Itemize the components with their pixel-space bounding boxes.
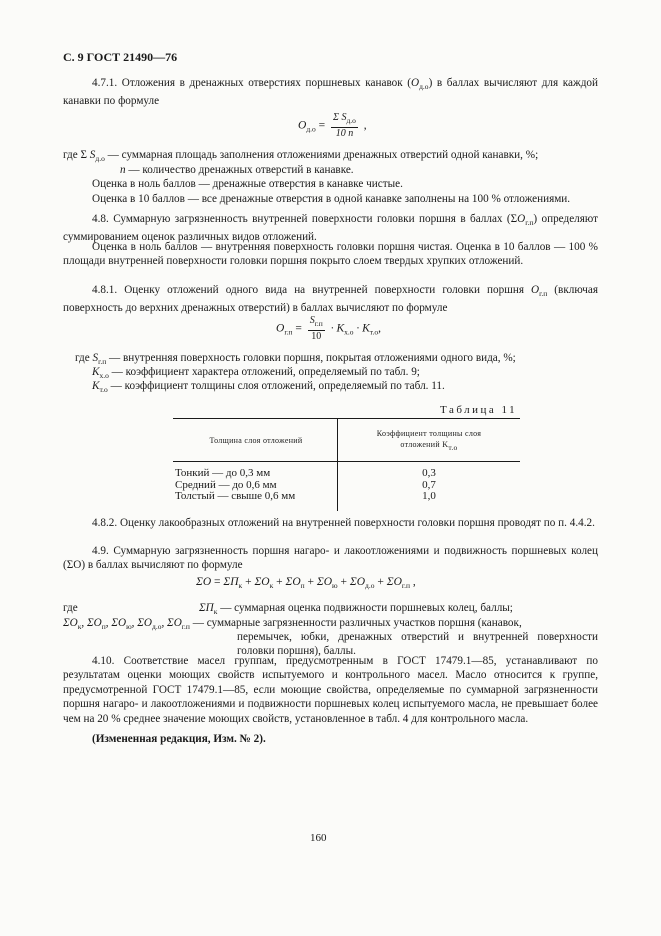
formula-tail: ,: [378, 322, 381, 335]
term: ΣO: [386, 576, 402, 588]
text-run: — коэффициент толщины слоя отложений, определяемый по табл. 11.: [107, 380, 445, 392]
term: ΣO: [285, 576, 301, 588]
subscript: д.о: [95, 154, 105, 163]
subscript: т.о: [448, 442, 458, 452]
numerator: Σ S: [333, 112, 347, 123]
term: ΣO: [349, 576, 366, 588]
table-cell-label: Толстый — свыше 0,6 мм: [173, 491, 338, 511]
paragraph-4-7-1: [63, 76, 598, 109]
equals-sign: =: [315, 119, 329, 132]
symbol: S: [89, 149, 96, 161]
subscript: п: [300, 581, 305, 590]
equals-sign: =: [292, 322, 305, 335]
symbol: O: [531, 284, 540, 296]
symbol: ΣO: [63, 617, 78, 629]
where-line-n: [120, 163, 354, 177]
paragraph-zero-score-1: Оценка в ноль баллов — дренажные отверстия в канавке чистые.: [92, 178, 403, 190]
factor-k-xo: · K: [327, 322, 345, 335]
paragraph-ten-score-1: Оценка в 10 баллов — все дренажные отверстия в одной канавке заполнены на 100 % отложениями.: [92, 193, 571, 205]
subscript: т.о: [99, 385, 108, 394]
text-run: — количество дренажных отверстий в канавке.: [125, 164, 354, 176]
subscript: д.о: [419, 82, 429, 91]
formula-o-gp: [276, 315, 381, 343]
paragraph-4-9: 4.9. Суммарную загрязненность поршня нагаро- и лакоотложениями и подвижность поршневых колец (ΣO) в баллах вычисляют по формуле: [63, 545, 598, 572]
term: ΣO: [254, 576, 270, 588]
symbol: K: [92, 380, 100, 392]
table-cell-value: 1,0: [422, 490, 436, 502]
subscript: г.п: [525, 218, 534, 227]
subscript: х.о: [99, 371, 109, 380]
paragraph-4-8-2: 4.8.2. Оценку лакообразных отложений на внутренней поверхности головки поршня проводят по п. 4.4.2.: [92, 517, 595, 529]
where-label: где: [63, 602, 78, 614]
symbol: K: [92, 366, 100, 378]
table-header-row: [173, 419, 520, 462]
symbol: ΣO: [137, 617, 152, 629]
plus-sign: +: [374, 576, 387, 588]
symbol: ΣO: [111, 617, 127, 629]
denominator: 10 n: [335, 128, 354, 139]
term: ΣП: [223, 576, 239, 588]
text-run: 4.7.1. Отложения в дренажных отверстиях поршневых канавок (: [92, 77, 412, 89]
text-run: ) в баллах вычисляют для каждой канавки по формуле: [63, 77, 598, 108]
term: ΣO: [316, 576, 333, 588]
table-cell-value: 0,7: [422, 478, 436, 491]
formula-lhs: ΣO: [196, 576, 212, 588]
factor-k-to: · K: [353, 322, 370, 335]
where-line-sum-o-cont: перемычек, юбки, дренажных отверстий и внутренней поверхности головки поршня), баллы.: [237, 631, 598, 658]
text-run: (включая поверхность до верхних дренажных отверстий) в баллах вычисляют по формуле: [63, 284, 599, 315]
symbol: S: [92, 352, 99, 364]
subscript: ю: [126, 622, 132, 631]
text-run: — суммарная оценка подвижности поршневых колец, баллы;: [217, 602, 513, 614]
table-header-thickness: Толщина слоя отложений: [173, 419, 338, 462]
subscript: г.п: [539, 289, 548, 298]
table-header-coefficient: [338, 419, 521, 462]
text-run: — суммарные загрязненности различных участков поршня (канавок,: [189, 617, 522, 629]
text-run: — коэффициент характера отложений, определяемый по табл. 9;: [108, 366, 420, 378]
subscript: п: [101, 622, 106, 631]
denominator: 10: [311, 331, 322, 342]
symbol: ΣП: [199, 602, 214, 614]
subscript: к: [213, 607, 218, 616]
subscript: х.о: [344, 327, 354, 337]
plus-sign: +: [242, 576, 255, 588]
plus-sign: +: [337, 576, 350, 588]
fraction: [331, 112, 358, 140]
text-run: отложений K: [400, 439, 449, 449]
table-row: [173, 462, 520, 480]
where-line-sum-o: $\Sigma O_к$, $\Sigma O_п$, $\Sigma O_ю$, $\Sigma O_{д.о}$, $\Sigma O_{г.п}$ — суммарные загрязненности различных участков поршня (канавок,: [63, 617, 522, 631]
symbol: ΣO: [167, 617, 182, 629]
subscript: к: [269, 581, 274, 590]
symbol: n: [120, 164, 126, 176]
table-cell-label: Тонкий — до 0,3 мм: [173, 462, 338, 480]
table-11: [173, 418, 520, 511]
subscript: г.п: [284, 327, 293, 337]
text-run: 4.8.1. Оценку отложений одного вида на внутренней поверхности головки поршня: [92, 284, 532, 296]
table-cell-label: Средний — до 0,6 мм: [173, 480, 338, 492]
paragraph-zero-score-2: Оценка в ноль баллов — внутренняя поверхность головки поршня чистая. Оценка в 10 баллов — 100 % площади внутренней поверхности головки поршня покрыто слоем твердых хрупких отложений.: [63, 241, 598, 268]
table-title: Таблица 11: [440, 404, 518, 416]
subscript: д.о: [306, 124, 316, 134]
numerator: S: [309, 315, 315, 326]
page-header: С. 9 ГОСТ 21490—76: [63, 50, 178, 64]
subscript: г.п: [401, 581, 410, 590]
symbol: ΣO: [86, 617, 102, 629]
formula-tail: ,: [410, 576, 416, 588]
subscript: к: [238, 581, 243, 590]
text-run: где: [75, 352, 93, 364]
subscript: г.п: [181, 622, 190, 631]
plus-sign: +: [273, 576, 286, 588]
text-run: — суммарная площадь заполнения отложениями дренажных отверстий одной канавки, %;: [104, 149, 539, 161]
formula-sum-o: [196, 576, 416, 590]
text-run: Коэффициент толщины слоя: [376, 428, 482, 438]
page-number: 160: [310, 832, 327, 844]
subscript: д.о: [346, 116, 356, 125]
edit-note: (Измененная редакция, Изм. № 2).: [92, 733, 266, 745]
table-cell-value: 0,3: [422, 467, 436, 479]
subscript: д.о: [152, 622, 162, 631]
fraction: [308, 315, 325, 343]
formula-o-do: [298, 112, 367, 140]
text-run: где Σ: [63, 149, 90, 161]
formula-lhs: O: [276, 322, 285, 335]
subscript: г.п: [98, 357, 107, 366]
subscript: к: [77, 622, 82, 631]
subscript: г.п: [314, 319, 323, 328]
text-run: 4.8. Суммарную загрязненность внутренней поверхности головки поршня в баллах (Σ: [92, 213, 518, 225]
paragraph-4-8-1: [63, 283, 598, 316]
subscript: д.о: [365, 581, 375, 590]
subscript: ю: [332, 581, 338, 590]
symbol: O: [411, 77, 420, 89]
where-line-k-to: [92, 379, 445, 397]
text-run: — внутренняя поверхность головки поршня, покрытая отложениями одного вида, %;: [106, 352, 516, 364]
paragraph-4-10: 4.10. Соответствие масел группам, предусмотренным в ГОСТ 17479.1—85, устанавливают по результатам оценки моющих свойств испытуемого и контрольного масел. Масло относится к группе, предусмотренной ГОСТ 17479.1—85, если моющие свойства, определяемые по суммарной загрязненности поршня нагаро- и лакоотложениями и подвижности поршневых колец испытуемого масла, не превышает более чем на 20 % среднее значение моющих свойств, установленное в табл. 4 для контрольного масла.: [63, 655, 598, 725]
formula-tail: ,: [360, 119, 367, 132]
symbol: O: [517, 213, 526, 225]
text-run: ) определяют суммированием оценок различных видов отложений.: [63, 213, 598, 244]
formula-lhs: O: [298, 119, 307, 132]
plus-sign: +: [304, 576, 317, 588]
equals-sign: =: [211, 576, 224, 588]
table-row: [173, 491, 520, 511]
subscript: т.о: [369, 327, 379, 337]
